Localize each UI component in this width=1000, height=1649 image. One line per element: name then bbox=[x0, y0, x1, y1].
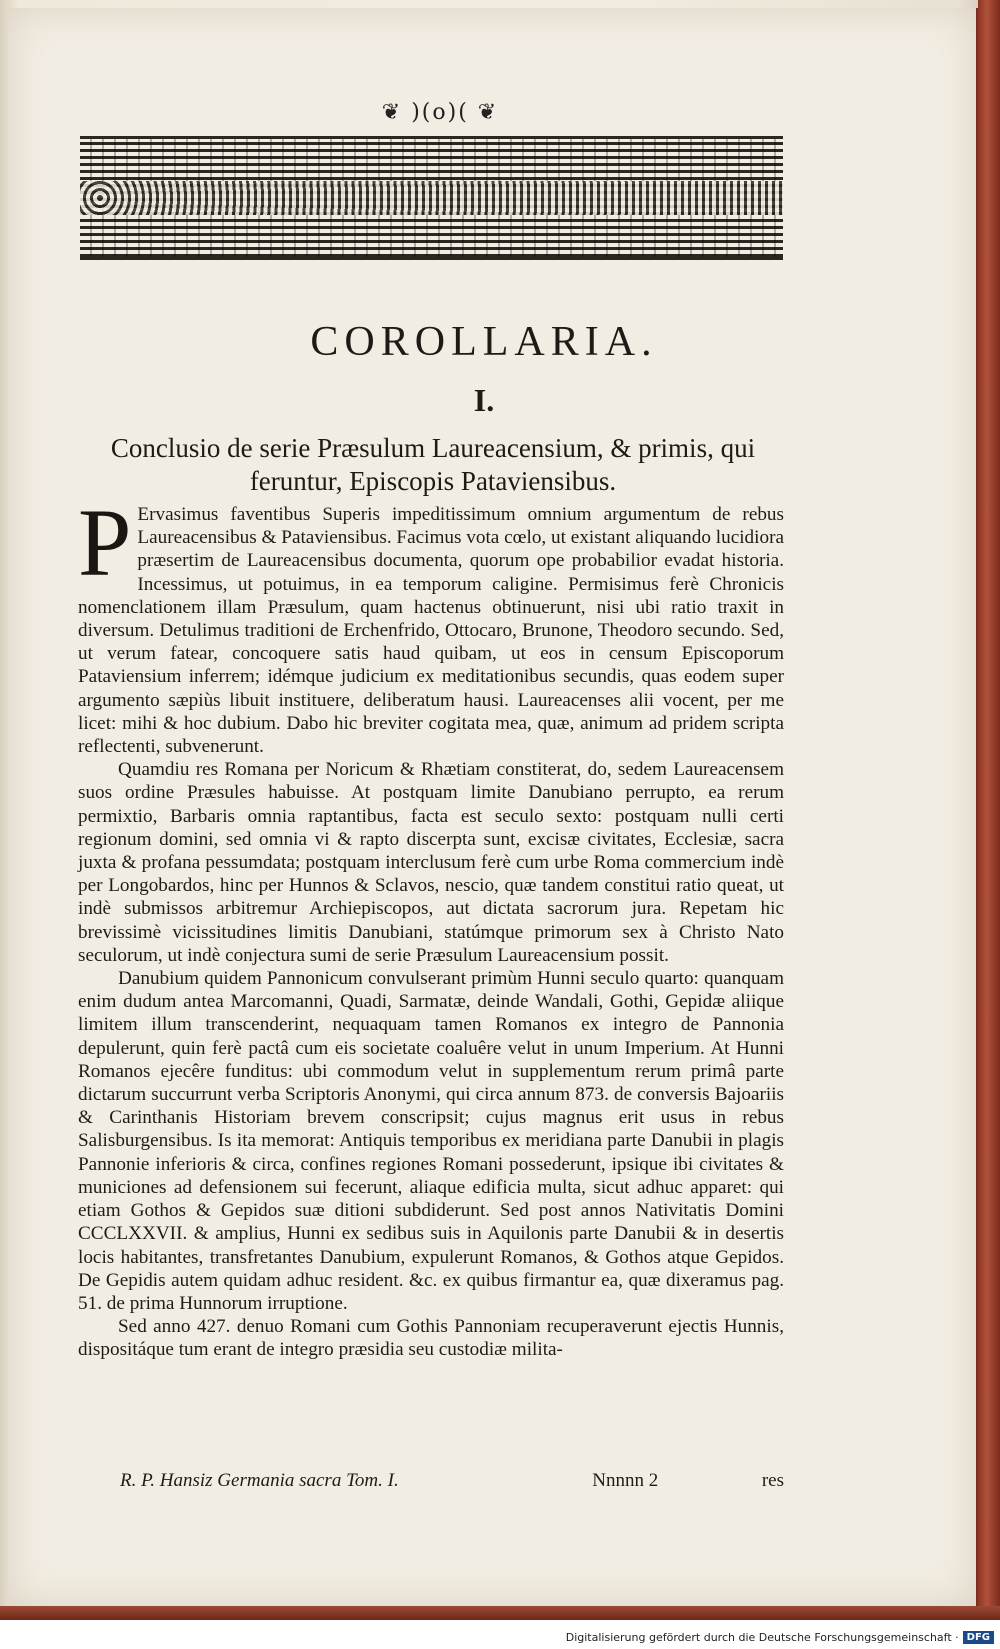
page-footer bbox=[120, 1470, 784, 1492]
credit-text: Digitalisierung gefördert durch die Deutsche Forschungsgemeinschaft · bbox=[565, 1631, 959, 1644]
paragraph-3: Danubium quidem Pannonicum convulserant primùm Hunni seculo quarto: quanquam enim dudum antea Marcomanni, Quadi, Sarmatæ, deinde Wandali, Gothi, Gepidæ aliique limitem illum transcenderint, nequaquam tamen Romanos ex integro de Pannonia depulerunt, quin ferè pactâ cum eis societate coaluêre velut in unum Imperium. At Hunni Romanos ejecêre funditus: ubi commodum velut in supplementum rerum primâ parte dictarum succurrunt verba Scriptoris Anonymi, qui circa annum 873. de conversis Bajoariis & Carinthanis Historiam brevem conscripsit; cujus magnus erit usus in rebus Salisburgensibus. Is ita memorat: Antiquis temporibus ex meridiana parte Danubii in plagis Pannonie inferioris & circa, confines regiones Romani possederunt, ipsique ibi civitates & municiones ad defensionem sui fecerunt, aliaque edificia multa, sicut adhuc apparet: qui etiam Gothos & Gepidos suæ ditioni subdiderunt. Sed post annos Nativitatis Domini CCCLXXVII. & amplius, Hunni ex sedibus suis in Aquilonis parte Danubii & in desertis locis habitantes, transfretantes Danubium, expulerunt Romanos, & Gothos atque Gepidos. De Gepidis autem quidam adhuc resident. &c. ex quibus firmantur ea, quæ dixeramus pag. 51. de prima Hunnorum irruptione. bbox=[78, 968, 784, 1314]
paragraph-1-text: Ervasimus faventibus Superis impeditissimum omnium argumentum de rebus Laureacensibus & Pataviensibus. Facimus vota cœlo, ut existant aliquando lucidiora præsertim de Laureacensibus documenta, quorum ope probabilior evadat historia. Incessimus, ut potuimus, in ea temporum caligine. Permisimus ferè Chronicis nomenclationem illam Præsulum, quam hactenus obtinuerunt, nisi ubi ratio traxit in diversum. Detulimus traditioni de Erchenfrido, Ottocaro, Brunone, Theodoro secundo. Sed, ut verum fatear, concoquere satis haud quibam, ut eos in censum Episcoporum Pataviensium inferrem; idémque judicium ex meditationibus secundis, quas eodem super argumento sæpiùs libuit instituere, deliberatum hausi. Laureacenses alii vocent, per me licet: mihi & hoc dubium. Dabo hic breviter cogitata mea, quæ, animum ad pridem scripta reflectenti, subvenerunt. bbox=[78, 504, 784, 758]
signature-mark: Nnnnn 2 bbox=[592, 1470, 659, 1491]
body-text bbox=[78, 489, 784, 1362]
book-spine-edge bbox=[978, 0, 1000, 1620]
page-title: COROLLARIA. bbox=[310, 319, 658, 365]
running-footer-title: R. P. Hansiz Germania sacra Tom. I. bbox=[120, 1470, 399, 1491]
section-subtitle: Conclusio de serie Præsulum Laureacensium, & primis, qui feruntur, Episcopis Pataviensibus. bbox=[110, 433, 756, 496]
book-bottom-edge bbox=[0, 1606, 1000, 1620]
paragraph-2: Quamdiu res Romana per Noricum & Rhætiam constiterat, do, sedem Laureacensem suos ordine Præsules habuisse. At postquam limite Danubiano perrupto, ea rerum permixtio, Barbaris omnia raptantibus, facta est seculo sexto: postquam nulli certi regionum domini, sed omnia vi & rapto discerpta sunt, excisæ civitates, Ecclesiæ, sacra juxta & profana pessumdata; postquam interclusum ferè cum urbe Roma commercium indè per Longobardos, hinc per Hunnos & Sclavos, nescio, quæ tandem constitui ratio queat, ut indè submissos arbitremur Archiepiscopos, aut dictata sacrorum jura. Repetam hic brevissimè vicissitudines limitis Danubiani, statúmque primorum sex à Christo Nato seculorum, ut indè conjectura sumi de serie Præsulum Laureacensium possit. bbox=[78, 759, 784, 966]
top-ornament: ❦ )(o)( ❦ bbox=[381, 100, 499, 125]
woodcut-headpiece-ornament bbox=[80, 136, 783, 260]
dfg-logo-icon: DFG bbox=[963, 1631, 994, 1644]
section-numeral: I. bbox=[473, 382, 495, 418]
paragraph-4: Sed anno 427. denuo Romani cum Gothis Pannoniam recuperaverunt ejectis Hunnis, dispositáque tum erant de integro præsidia seu custodiæ milita- bbox=[78, 1316, 784, 1361]
drop-cap: P bbox=[78, 489, 132, 596]
paragraph-1 bbox=[78, 489, 784, 758]
funding-credit bbox=[566, 1631, 994, 1644]
headpiece-pattern bbox=[80, 181, 783, 215]
catchword: res bbox=[761, 1470, 784, 1491]
